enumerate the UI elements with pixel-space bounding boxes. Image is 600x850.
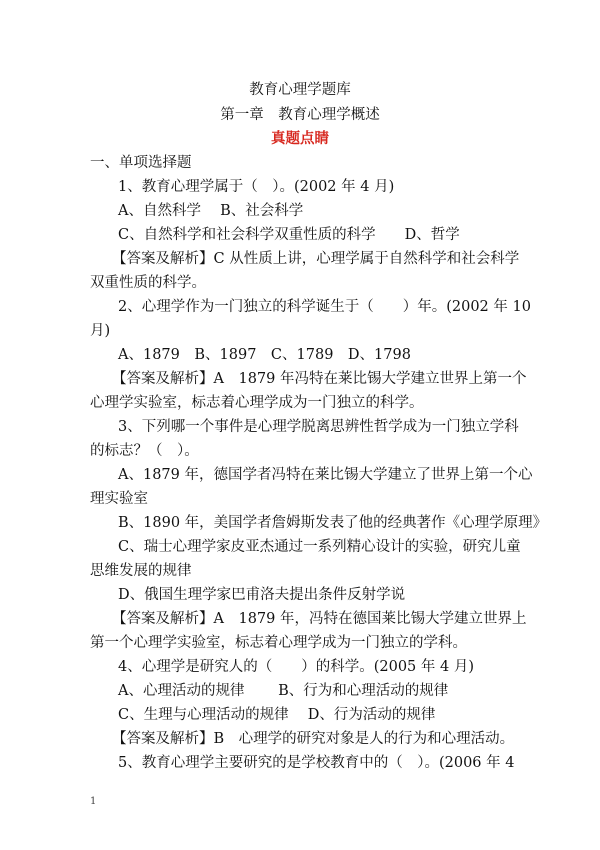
section-title: 真题点睛 [271,130,329,147]
question-line: 4、心理学是研究人的（ ）的科学。(2005 年 4 月) [118,659,474,675]
option-line: C、瑞士心理学家皮亚杰通过一系列精心设计的实验，研究儿童 [118,539,521,555]
answer-line: 【答案及解析】C 从性质上讲，心理学属于自然科学和社会科学 [112,251,520,267]
page-number: 1 [90,796,97,807]
answer-line: 第一个心理学实验室，标志着心理学成为一门独立的学科。 [90,635,467,651]
option-line: B、1890 年，美国学者詹姆斯发表了他的经典著作《心理学原理》 [118,515,548,531]
chapter-title: 第一章 教育心理学概述 [220,107,380,123]
question-line: 月) [90,323,111,339]
option-line: A、自然科学 B、社会科学 [118,203,304,219]
option-line: C、生理与心理活动的规律 D、行为活动的规律 [118,707,436,723]
part-heading: 一、单项选择题 [90,155,192,171]
answer-line: 心理学实验室，标志着心理学成为一门独立的科学。 [90,395,424,411]
option-line: 理实验室 [90,491,148,507]
question-line: 5、教育心理学主要研究的是学校教育中的（ ）。(2006 年 4 [118,755,515,771]
answer-line: 双重性质的科学。 [90,275,206,291]
question-line: 2、心理学作为一门独立的科学诞生于（ ）年。(2002 年 10 [118,299,531,315]
answer-line: 【答案及解析】B 心理学的研究对象是人的行为和心理活动。 [112,731,515,747]
answer-line: 【答案及解析】A 1879 年冯特在莱比锡大学建立世界上第一个 [112,371,527,387]
option-line: 思维发展的规律 [90,563,192,579]
question-line: 1、教育心理学属于（ ）。(2002 年 4 月) [118,179,395,195]
question-line: 的标志？（ ）。 [90,443,199,459]
question-line: 3、下列哪一个事件是心理学脱离思辨性哲学成为一门独立学科 [118,419,519,435]
option-line: A、心理活动的规律 B、行为和心理活动的规律 [118,683,449,699]
option-line: A、1879 B、1897 C、1789 D、1798 [118,347,411,363]
option-line: D、俄国生理学家巴甫洛夫提出条件反射学说 [118,587,406,603]
answer-line: 【答案及解析】A 1879 年，冯特在德国莱比锡大学建立世界上 [112,611,527,627]
option-line: C、自然科学和社会科学双重性质的科学 D、哲学 [118,227,460,243]
option-line: A、1879 年，德国学者冯特在莱比锡大学建立了世界上第一个心 [118,467,533,483]
bank-title: 教育心理学题库 [249,82,351,98]
